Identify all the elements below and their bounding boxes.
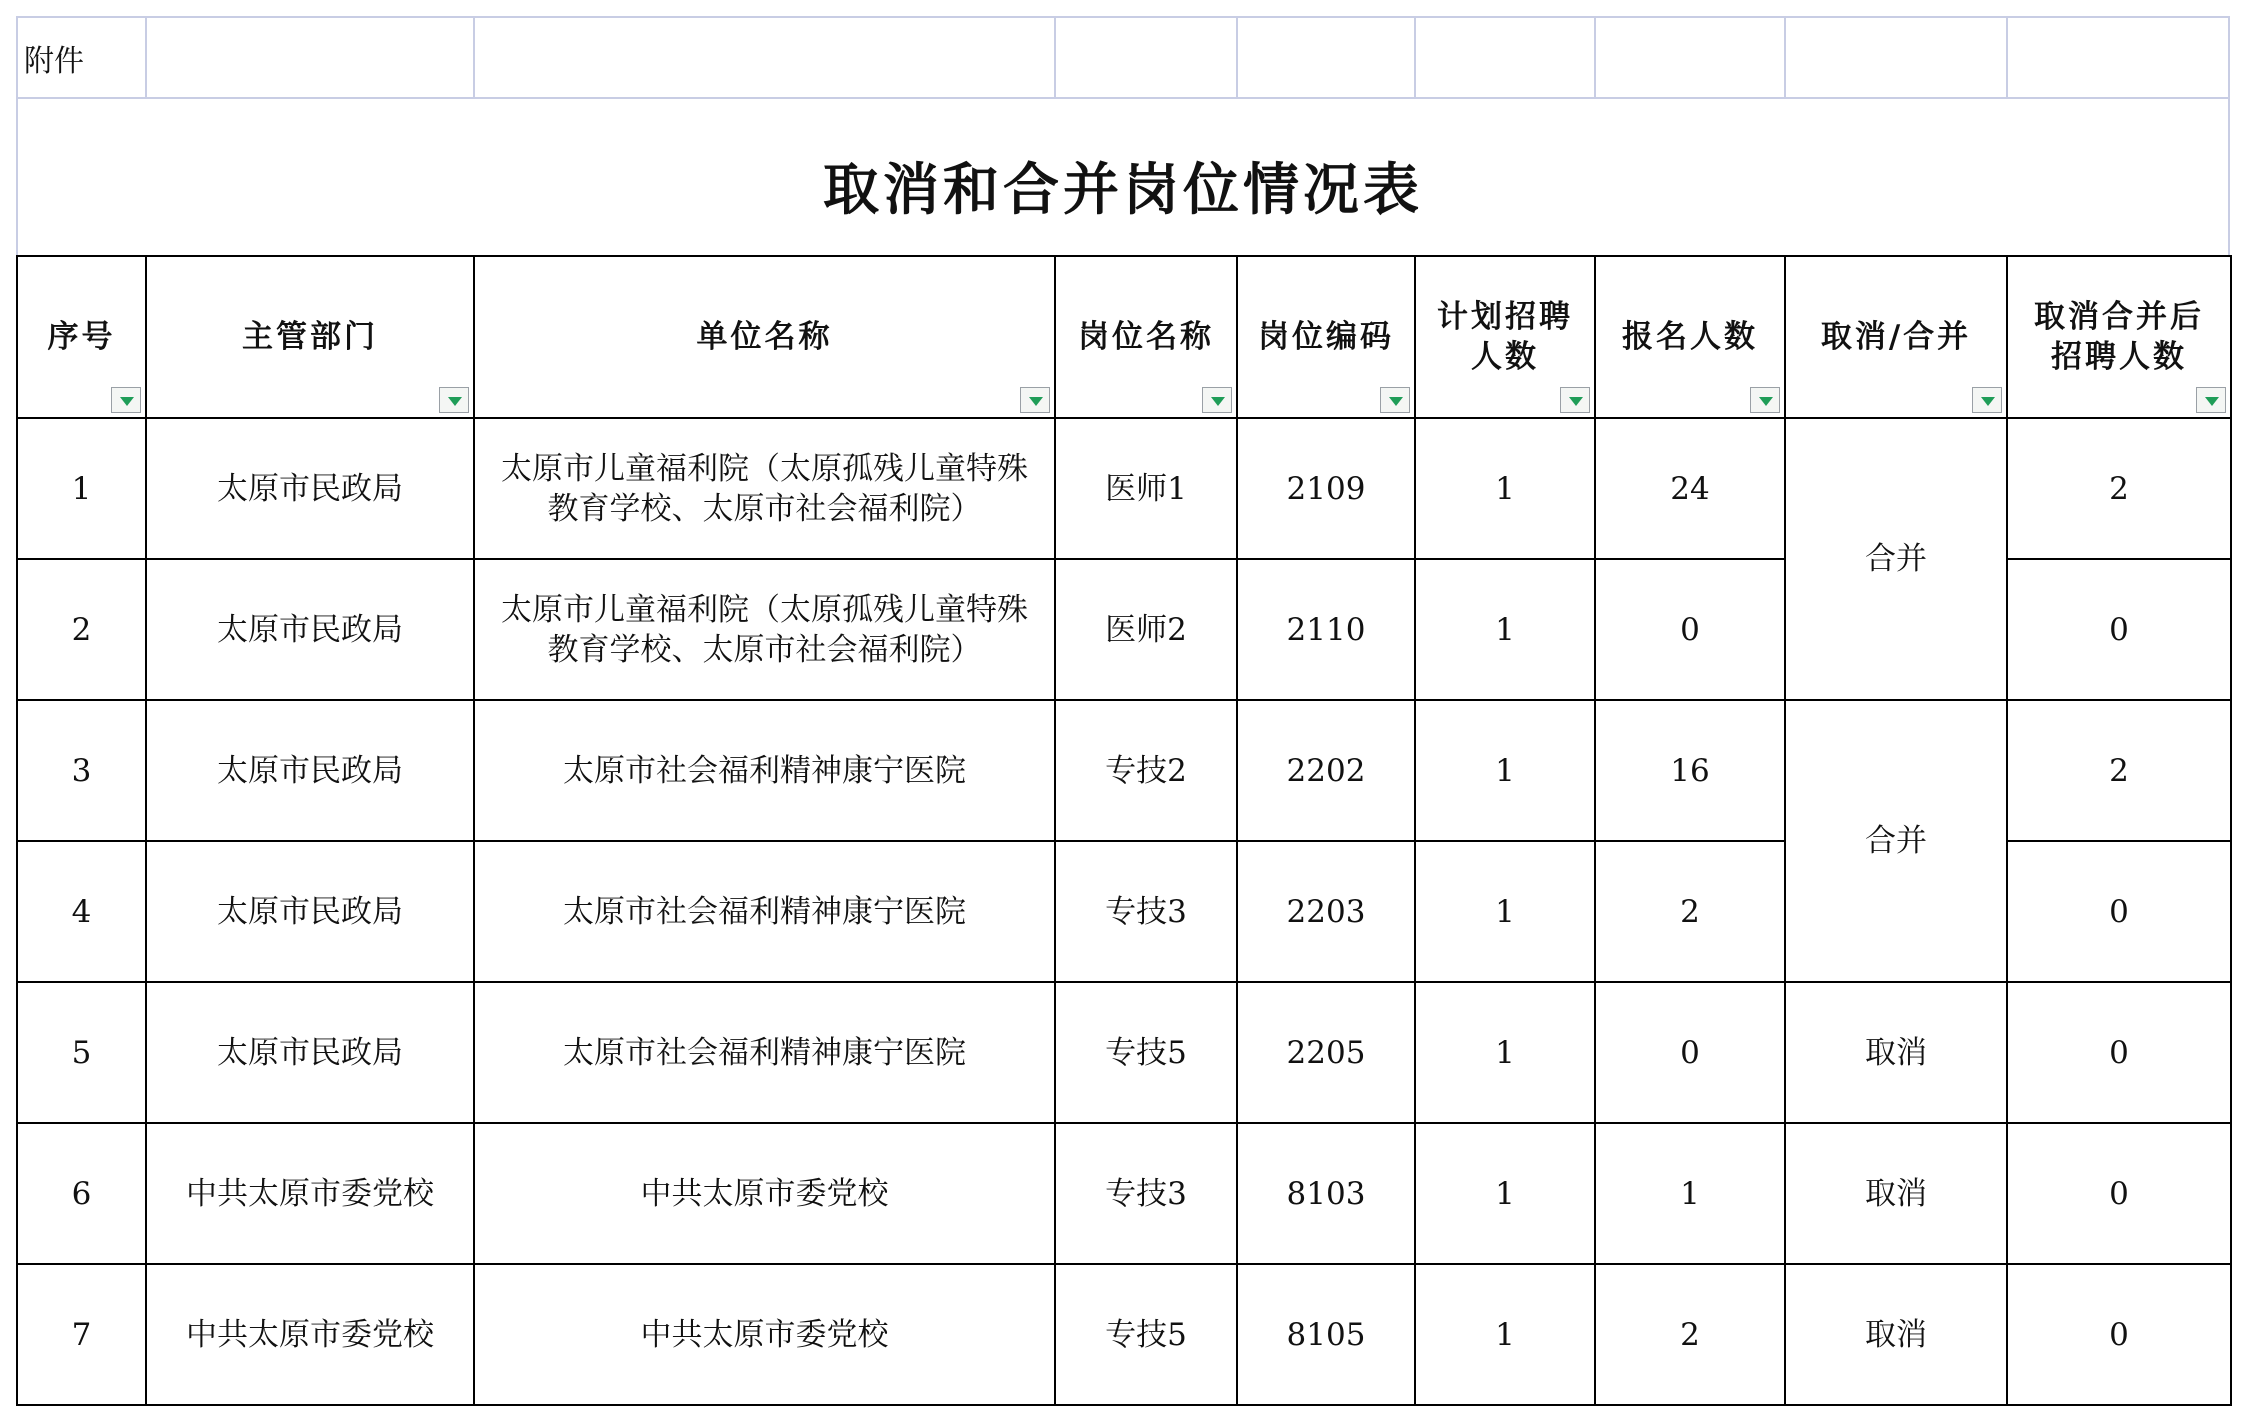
gridline — [2006, 16, 2008, 98]
header-label: 主管部门 — [242, 319, 378, 355]
cell-unit[interactable]: 太原市社会福利精神康宁医院 — [474, 982, 1055, 1123]
header-row — [17, 256, 2231, 418]
header-department[interactable] — [146, 256, 474, 418]
cell-action-merged[interactable]: 合并 — [1785, 418, 2007, 700]
gridline — [1236, 16, 1238, 98]
gridline — [16, 97, 2230, 99]
gridline — [145, 16, 147, 98]
cell-post-name[interactable]: 专技3 — [1055, 841, 1237, 982]
header-unit[interactable] — [474, 256, 1055, 418]
header-planned[interactable] — [1415, 256, 1595, 418]
header-label: 取消合并后 招聘人数 — [2034, 299, 2204, 375]
table-row — [17, 1264, 2231, 1405]
cell-unit[interactable] — [474, 559, 1055, 700]
cell-department[interactable]: 太原市民政局 — [146, 700, 474, 841]
attachment-label[interactable]: 附件 — [24, 44, 84, 79]
gridline — [1784, 16, 1786, 98]
cell-post-name[interactable]: 医师1 — [1055, 418, 1237, 559]
data-table — [16, 255, 2232, 1406]
cell-department[interactable]: 太原市民政局 — [146, 841, 474, 982]
cell-seq[interactable]: 3 — [17, 700, 146, 841]
filter-dropdown-icon[interactable] — [1972, 387, 2002, 413]
header-seq[interactable] — [17, 256, 146, 418]
filter-dropdown-icon[interactable] — [1202, 387, 1232, 413]
cell-unit[interactable] — [474, 418, 1055, 559]
table-row — [17, 982, 2231, 1123]
filter-dropdown-icon[interactable] — [1750, 387, 1780, 413]
table-row — [17, 700, 2231, 841]
cell-planned[interactable]: 1 — [1415, 559, 1595, 700]
cell-department[interactable]: 太原市民政局 — [146, 982, 474, 1123]
cell-after[interactable]: 0 — [2007, 841, 2231, 982]
cell-planned[interactable]: 1 — [1415, 418, 1595, 559]
cell-seq[interactable]: 2 — [17, 559, 146, 700]
page-title[interactable]: 取消和合并岗位情况表 — [823, 158, 1423, 223]
cell-planned[interactable]: 1 — [1415, 700, 1595, 841]
cell-unit[interactable]: 中共太原市委党校 — [474, 1264, 1055, 1405]
cell-unit[interactable]: 太原市社会福利精神康宁医院 — [474, 700, 1055, 841]
header-label: 报名人数 — [1622, 319, 1758, 355]
cell-seq[interactable]: 1 — [17, 418, 146, 559]
cell-applicants[interactable]: 2 — [1595, 1264, 1785, 1405]
cell-after[interactable]: 0 — [2007, 1123, 2231, 1264]
filter-dropdown-icon[interactable] — [111, 387, 141, 413]
cell-seq[interactable]: 7 — [17, 1264, 146, 1405]
header-post-code[interactable] — [1237, 256, 1415, 418]
cell-seq[interactable]: 5 — [17, 982, 146, 1123]
cell-after[interactable]: 0 — [2007, 982, 2231, 1123]
table-row — [17, 418, 2231, 559]
cell-action-merged[interactable]: 合并 — [1785, 700, 2007, 982]
cell-after[interactable]: 2 — [2007, 700, 2231, 841]
header-label: 岗位编码 — [1258, 319, 1394, 355]
cell-unit-text: 太原市儿童福利院（太原孤残儿童特殊教育学校、太原市社会福利院） — [501, 591, 1028, 668]
filter-dropdown-icon[interactable] — [1380, 387, 1410, 413]
cell-post-code[interactable]: 2110 — [1237, 559, 1415, 700]
cell-post-code[interactable]: 2202 — [1237, 700, 1415, 841]
cell-department[interactable]: 中共太原市委党校 — [146, 1264, 474, 1405]
filter-dropdown-icon[interactable] — [2196, 387, 2226, 413]
cell-post-name[interactable]: 医师2 — [1055, 559, 1237, 700]
cell-action[interactable]: 取消 — [1785, 982, 2007, 1123]
cell-applicants[interactable]: 16 — [1595, 700, 1785, 841]
cell-action[interactable]: 取消 — [1785, 1264, 2007, 1405]
cell-post-name[interactable]: 专技5 — [1055, 982, 1237, 1123]
header-after[interactable] — [2007, 256, 2231, 418]
header-applicants[interactable] — [1595, 256, 1785, 418]
cell-post-code[interactable]: 8103 — [1237, 1123, 1415, 1264]
cell-planned[interactable]: 1 — [1415, 982, 1595, 1123]
header-label: 计划招聘 人数 — [1437, 299, 1573, 375]
cell-after[interactable]: 2 — [2007, 418, 2231, 559]
cell-action[interactable]: 取消 — [1785, 1123, 2007, 1264]
gridline — [473, 16, 475, 98]
cell-applicants[interactable]: 0 — [1595, 559, 1785, 700]
header-post-name[interactable] — [1055, 256, 1237, 418]
cell-department[interactable]: 太原市民政局 — [146, 559, 474, 700]
header-label: 岗位名称 — [1078, 319, 1214, 355]
cell-after[interactable]: 0 — [2007, 1264, 2231, 1405]
header-label: 单位名称 — [696, 319, 833, 355]
cell-department[interactable]: 中共太原市委党校 — [146, 1123, 474, 1264]
cell-applicants[interactable]: 24 — [1595, 418, 1785, 559]
header-action[interactable] — [1785, 256, 2007, 418]
gridline — [1054, 16, 1056, 98]
cell-after[interactable]: 0 — [2007, 559, 2231, 700]
filter-dropdown-icon[interactable] — [439, 387, 469, 413]
gridline — [1594, 16, 1596, 98]
cell-seq[interactable]: 6 — [17, 1123, 146, 1264]
cell-post-name[interactable]: 专技5 — [1055, 1264, 1237, 1405]
gridline — [16, 16, 2230, 18]
cell-post-code[interactable]: 8105 — [1237, 1264, 1415, 1405]
cell-post-code[interactable]: 2109 — [1237, 418, 1415, 559]
cell-planned[interactable]: 1 — [1415, 1123, 1595, 1264]
cell-planned[interactable]: 1 — [1415, 841, 1595, 982]
cell-seq[interactable]: 4 — [17, 841, 146, 982]
table-row — [17, 1123, 2231, 1264]
filter-dropdown-icon[interactable] — [1560, 387, 1590, 413]
cell-post-name[interactable]: 专技3 — [1055, 1123, 1237, 1264]
cell-unit[interactable]: 中共太原市委党校 — [474, 1123, 1055, 1264]
header-label: 取消/合并 — [1820, 319, 1972, 355]
cell-post-name[interactable]: 专技2 — [1055, 700, 1237, 841]
cell-applicants[interactable]: 0 — [1595, 982, 1785, 1123]
header-label: 序号 — [47, 319, 116, 355]
cell-post-code[interactable]: 2203 — [1237, 841, 1415, 982]
cell-planned[interactable]: 1 — [1415, 1264, 1595, 1405]
cell-unit[interactable]: 太原市社会福利精神康宁医院 — [474, 841, 1055, 982]
cell-applicants[interactable]: 1 — [1595, 1123, 1785, 1264]
cell-applicants[interactable]: 2 — [1595, 841, 1785, 982]
cell-unit-text: 太原市儿童福利院（太原孤残儿童特殊教育学校、太原市社会福利院） — [501, 450, 1028, 527]
filter-dropdown-icon[interactable] — [1020, 387, 1050, 413]
cell-department[interactable]: 太原市民政局 — [146, 418, 474, 559]
cell-post-code[interactable]: 2205 — [1237, 982, 1415, 1123]
gridline — [1414, 16, 1416, 98]
